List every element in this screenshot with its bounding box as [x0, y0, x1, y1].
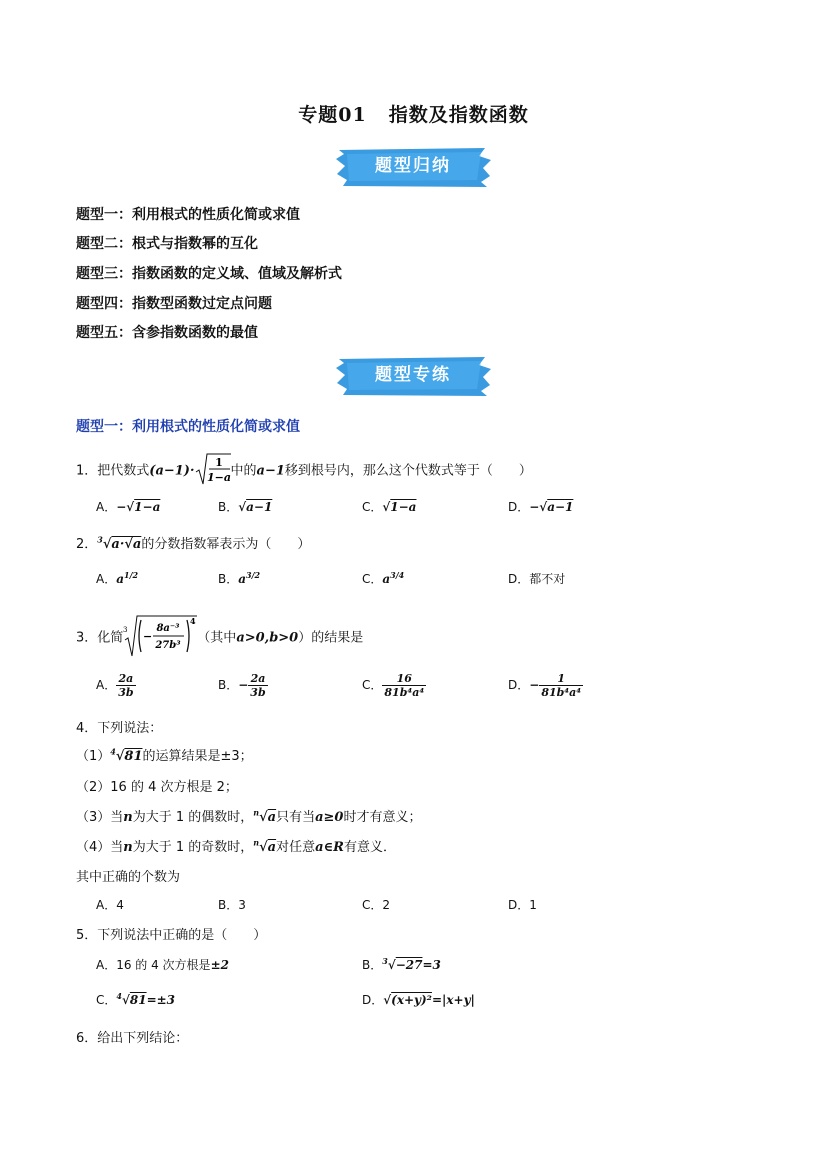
q2-option-c[interactable] — [362, 570, 404, 587]
svg-text:1: 1 — [214, 456, 223, 469]
q3-option-b-label: B． — [218, 678, 239, 692]
q3-post: （其中 — [197, 630, 237, 646]
q4-text: 下列说法： — [97, 721, 163, 736]
svg-text:3: 3 — [123, 626, 128, 634]
q6-text: 给出下列结论： — [97, 1031, 189, 1046]
q1-number: 1． — [76, 463, 98, 479]
title-prefix: 专题01 — [298, 104, 367, 126]
q6-number: 6． — [76, 1031, 98, 1046]
q3-option-a[interactable] — [96, 672, 136, 699]
q2-option-c-expr: $a^{3/4}$ — [382, 570, 405, 586]
page-title — [0, 100, 827, 127]
q4-statement-1 — [76, 745, 253, 764]
q1-post: 移到根号内，那么这个代数式等于（ ） — [284, 463, 532, 479]
q3-number: 3． — [76, 630, 98, 646]
q1-option-b-label: B． — [218, 500, 239, 514]
q3-option-c-frac: $\frac{16}{\text{81b⁴a⁴}}$ — [384, 672, 425, 699]
q5-option-a-text: A．16 的 4 次方根是 — [96, 958, 211, 972]
q2-option-b-label: B． — [218, 572, 239, 586]
q1-option-b-expr: √a−1 — [238, 500, 273, 514]
q1-option-d[interactable] — [508, 498, 573, 515]
q3-post2: ）的结果是 — [298, 630, 364, 646]
q5-option-b-expr: $^3$√−27=3 — [382, 956, 441, 972]
q5-option-a-expr: ±2 — [210, 958, 229, 972]
q3-condition: a>0,b>0 — [236, 630, 299, 646]
practice-banner-text: 题型专练 — [375, 365, 451, 385]
q4-s4-a: （4）当 — [76, 840, 124, 855]
q1-option-b[interactable] — [218, 498, 272, 515]
q4-s3-b: 为大于 1 的偶数时， — [132, 810, 254, 825]
q1-expr: (a−1)· — [149, 463, 195, 479]
q4-s3-a: （3）当 — [76, 810, 124, 825]
q1-option-d-expr: −√a−1 — [529, 500, 574, 514]
q1-option-a[interactable] — [96, 498, 160, 515]
q5-option-b-label: B． — [362, 958, 383, 972]
toc-item-3: 题型三：指数函数的定义域、值域及解析式 — [76, 266, 342, 282]
q4-option-d[interactable]: D．1 — [508, 898, 537, 912]
q5-option-d[interactable] — [362, 991, 475, 1008]
q4-s4-b: 为大于 1 的奇数时， — [132, 840, 254, 855]
question-3 — [76, 614, 363, 662]
q4-s1-expr: $^4$√81 — [110, 746, 143, 764]
q4-s4-d: 有意义． — [343, 840, 396, 855]
q5-number: 5． — [76, 928, 98, 943]
practice-banner — [333, 355, 493, 397]
q2-option-b[interactable] — [218, 570, 260, 587]
q1-mid: 中的 — [230, 463, 257, 479]
q2-option-a[interactable] — [96, 570, 138, 587]
q3-option-b-frac: $\frac{2a}{3b}$ — [250, 672, 266, 699]
svg-text:8a⁻³: 8a⁻³ — [156, 623, 180, 634]
q5-option-c[interactable] — [96, 991, 175, 1008]
q2-option-a-expr: $a^{1/2}$ — [116, 570, 139, 586]
q3-option-d[interactable]: D．− $\frac{1}{\text{81b⁴a⁴}}$ — [508, 672, 582, 699]
q5-option-b[interactable] — [362, 956, 441, 973]
q3-option-a-label: A． — [96, 678, 117, 692]
q3-option-c[interactable] — [362, 672, 426, 699]
question-5 — [76, 924, 266, 943]
svg-text:4: 4 — [190, 616, 196, 626]
q2-number: 2． — [76, 537, 98, 552]
q3-option-c-label: C． — [362, 678, 383, 692]
question-1 — [76, 452, 532, 490]
q3-option-a-frac: $\frac{2a}{3b}$ — [118, 672, 134, 699]
q2-expr: $^3$√a·√a — [97, 534, 142, 552]
q2-option-d-label: D． — [508, 572, 530, 586]
toc-item-2: 题型二：根式与指数幂的互化 — [76, 236, 258, 252]
q1-option-c[interactable] — [362, 498, 416, 515]
q4-statement-4: （4）当n为大于 1 的奇数时，$^n$√a对任意a∈R有意义． — [76, 837, 396, 855]
q3-radical — [123, 614, 197, 662]
q1-option-d-label: D． — [508, 500, 530, 514]
q3-option-d-label: D． — [508, 678, 530, 692]
q1-option-a-expr: −√1−a — [116, 500, 161, 514]
q5-text: 下列说法中正确的是（ ） — [97, 928, 267, 943]
section-heading-1: 题型一：利用根式的性质化简或求值 — [76, 419, 300, 435]
q3-option-d-frac: $\frac{1}{\text{81b⁴a⁴}}$ — [541, 672, 582, 699]
question-4 — [76, 717, 162, 736]
title-main: 指数及指数函数 — [388, 104, 529, 126]
q2-option-b-expr: $a^{3/2}$ — [238, 570, 261, 586]
q4-s4-c: 对任意 — [276, 840, 316, 855]
summary-banner-text: 题型归纳 — [375, 156, 451, 176]
q4-number: 4． — [76, 721, 98, 736]
q5-option-c-expr: $^4$√81=±3 — [116, 991, 176, 1007]
q2-option-a-label: A． — [96, 572, 117, 586]
q4-s1-text: 的运算结果是±3； — [142, 749, 253, 764]
toc-item-5: 题型五：含参指数函数的最值 — [76, 325, 258, 341]
toc-item-4: 题型四：指数型函数过定点问题 — [76, 296, 272, 312]
q2-post: 的分数指数幂表示为（ ） — [141, 537, 311, 552]
q1-pre: 把代数式 — [97, 463, 150, 479]
q5-option-d-expr: √(x+y)²=|x+y| — [383, 993, 475, 1007]
q2-option-c-label: C． — [362, 572, 383, 586]
q5-option-c-label: C． — [96, 993, 117, 1007]
q1-radical — [195, 452, 231, 490]
q4-option-a[interactable]: A．4 — [96, 898, 124, 912]
q2-option-d-text: 都不对 — [529, 572, 566, 586]
summary-banner — [333, 146, 493, 188]
q1-option-c-label: C． — [362, 500, 383, 514]
q3-pre: 化简 — [97, 630, 124, 646]
svg-text:27b³: 27b³ — [155, 640, 181, 651]
q4-s1-prefix: （1） — [76, 749, 111, 764]
question-2 — [76, 533, 310, 552]
toc-item-1: 题型一：利用根式的性质化简或求值 — [76, 207, 300, 223]
q5-option-a[interactable] — [96, 956, 229, 973]
q5-option-d-label: D． — [362, 993, 384, 1007]
svg-text:1−a: 1−a — [206, 471, 231, 484]
q4-s3-c: 只有当 — [276, 810, 316, 825]
q1-option-a-label: A． — [96, 500, 117, 514]
q1-option-c-expr: √1−a — [382, 500, 417, 514]
q3-option-b[interactable]: B．− $\frac{2a}{3b}$ — [218, 672, 266, 699]
q4-option-c[interactable]: C．2 — [362, 898, 391, 912]
q4-option-b[interactable]: B．3 — [218, 898, 246, 912]
q4-statement-2: （2）16 的 4 次方根是 2； — [76, 780, 238, 795]
question-6 — [76, 1027, 188, 1046]
q4-statement-3: （3）当n为大于 1 的偶数时，$^n$√a只有当a≥0时才有意义； — [76, 807, 422, 825]
q1-expr2: a−1 — [256, 463, 285, 479]
svg-text:−: − — [143, 630, 153, 643]
q2-option-d[interactable] — [508, 570, 565, 587]
q4-s3-d: 时才有意义； — [343, 810, 422, 825]
q4-ask: 其中正确的个数为 — [76, 870, 181, 885]
